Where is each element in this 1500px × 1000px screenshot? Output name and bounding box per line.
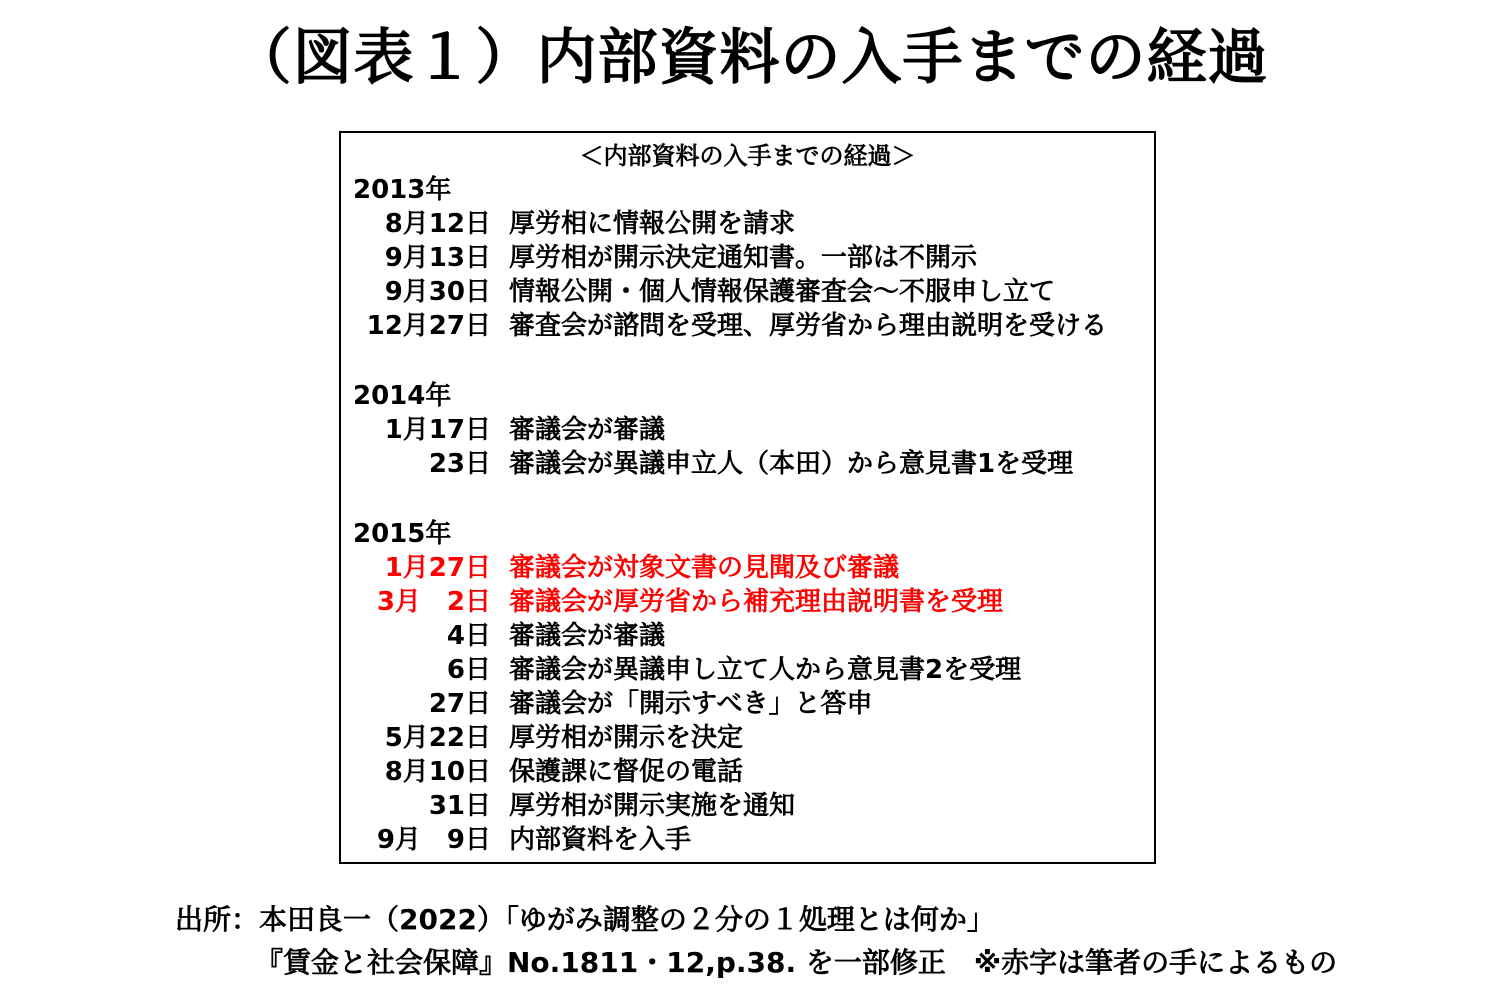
entry-event: 審議会が審議	[509, 621, 666, 651]
entry-date: 12月27日	[366, 311, 491, 341]
entry-event: 審査会が諮問を受理、厚労省から理由説明を受ける	[509, 311, 1108, 341]
entry-date: 8月10日	[384, 757, 491, 787]
entry-event: 厚労相が開示実施を通知	[509, 791, 796, 821]
entry-date: 6日	[446, 655, 491, 685]
entry-date: 9月 9日	[376, 825, 491, 855]
entry-event: 厚労相が開示を決定	[509, 723, 744, 753]
page-title: （図表１）内部資料の入手までの経過	[231, 23, 1269, 93]
entry-event: 審議会が厚労省から補充理由説明書を受理	[509, 587, 1004, 617]
entry-date: 5月22日	[384, 723, 491, 753]
source-citation: 出所：本田良一（2022）「ゆがみ調整の２分の１処理とは何か」	[175, 903, 995, 936]
source-note: 『賃金と社会保障』No.1811・12,p.38. を一部修正 ※赤字は筆者の手によるもの	[255, 946, 1338, 979]
entry-date: 4日	[446, 621, 491, 651]
entry-event: 審議会が「開示すべき」と答申	[509, 689, 873, 719]
entry-date: 23日	[428, 449, 491, 479]
entry-event: 審議会が対象文書の見聞及び審議	[509, 553, 900, 583]
entry-date: 8月12日	[384, 209, 491, 239]
entry-date: 31日	[428, 791, 491, 821]
entry-date: 9月13日	[384, 243, 491, 273]
entry-date: 1月27日	[384, 553, 491, 583]
year-label-2013: 2013年	[353, 175, 452, 205]
entry-event: 審議会が異議申立人（本田）から意見書1を受理	[509, 449, 1074, 479]
entry-event: 厚労相に情報公開を請求	[509, 209, 796, 239]
entry-event: 保護課に督促の電話	[509, 757, 744, 787]
entry-date: 27日	[428, 689, 491, 719]
timeline-box	[339, 131, 1156, 864]
timeline-heading: ＜内部資料の入手までの経過＞	[579, 142, 916, 170]
entry-date: 9月30日	[384, 277, 491, 307]
entry-date: 3月 2日	[376, 587, 491, 617]
entry-event: 情報公開・個人情報保護審査会～不服申し立て	[509, 277, 1056, 307]
year-label-2014: 2014年	[353, 381, 452, 411]
entry-event: 内部資料を入手	[509, 825, 692, 855]
entry-event: 厚労相が開示決定通知書。一部は不開示	[509, 243, 978, 273]
year-label-2015: 2015年	[353, 519, 452, 549]
entry-event: 審議会が審議	[509, 415, 666, 445]
entry-date: 1月17日	[384, 415, 491, 445]
entry-event: 審議会が異議申し立て人から意見書2を受理	[509, 655, 1022, 685]
